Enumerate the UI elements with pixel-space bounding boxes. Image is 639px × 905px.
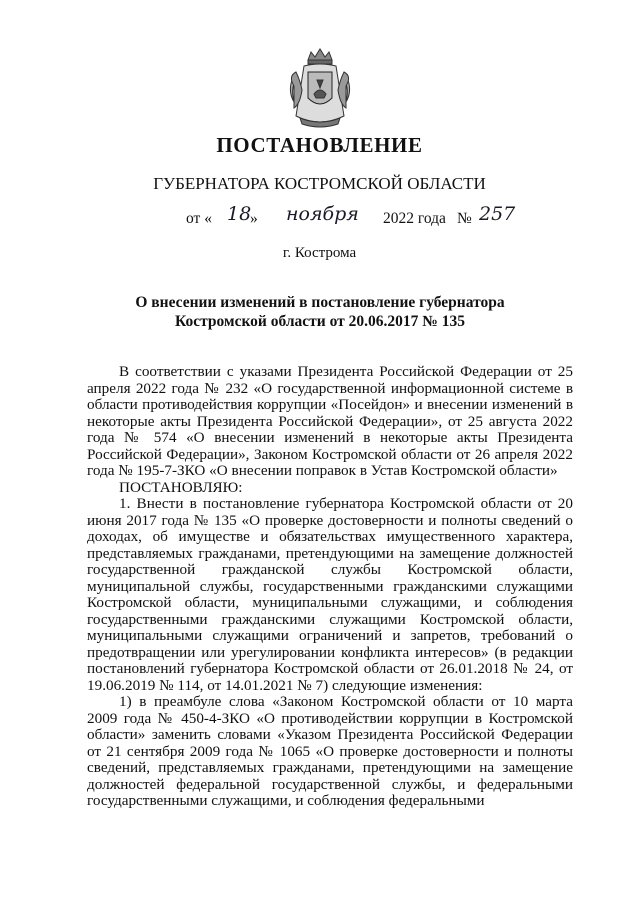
document-body — [87, 364, 573, 810]
subitem-1-paragraph: 1) в преамбуле слова «Законом Костромской области от 10 марта 2009 года № 450-4-ЗКО «О противодействии коррупции в Костромской области» заменить словами «Указом Президента Российской Федерации от 21 сентября 2009 года № 1065 «О проверке достоверности и полноты сведений, представляемых гражданами, претендующими на замещение должностей федеральной государственной службы, и федеральными государственными служащими, и соблюдения федеральными — [87, 693, 573, 809]
issuer-line: ГУБЕРНАТОРА КОСТРОМСКОЙ ОБЛАСТИ — [153, 174, 486, 193]
coat-of-arms-icon — [284, 46, 356, 130]
heading-line-1: О внесении изменений в постановление губернатора — [135, 294, 505, 311]
date-prefix: от « — [186, 210, 212, 227]
number-sign: № — [457, 210, 472, 227]
resolution-heading — [100, 293, 540, 331]
document-title: ПОСТАНОВЛЕНИЕ — [216, 133, 423, 157]
item-1-paragraph: 1. Внести в постановление губернатора Костромской области от 20 июня 2017 года № 135 «О проверке достоверности и полноты сведений о доходах, об имуществе и обязательствах имущественного характера, представляемых гражданами, претендующими на замещение должностей государственной гражданской службы Костромской области, муниципальной службы, государственными гражданскими служащими Костромской области, муниципальными служащими, и соблюдения государственными гражданскими служащими Костромской области, муниципальными служащими ограничений и запретов, требований о предотвращении или урегулировании конфликта интересов» (в редакции постановлений губернатора Костромской области от 26.01.2018 № 24, от 19.06.2019 № 114, от 14.01.2021 № 7) следующие изменения: — [87, 495, 573, 694]
heading-line-2: Костромской области от 20.06.2017 № 135 — [175, 313, 465, 330]
preamble-paragraph: В соответствии с указами Президента Российской Федерации от 25 апреля 2022 года № 232 «О государственной информационной системе в области противодействия коррупции «Посейдон» и внесении изменений в некоторые акты Президента Российской Федерации», от 25 августа 2022 года № 574 «О внесении изменений в некоторые акты Президента Российской Федерации», Законом Костромской области от 26 апреля 2022 года № 195-7-ЗКО «О внесении поправок в Устав Костромской области» — [87, 363, 573, 479]
date-quote-close: » — [250, 210, 258, 227]
date-day-handwritten: 18 — [227, 203, 252, 225]
city-line: г. Кострома — [282, 245, 357, 261]
document-number-handwritten: 257 — [479, 203, 516, 225]
date-month-handwritten: ноября — [286, 203, 359, 225]
resolve-word: ПОСТАНОВЛЯЮ: — [119, 478, 243, 496]
date-year: 2022 года — [383, 210, 446, 227]
